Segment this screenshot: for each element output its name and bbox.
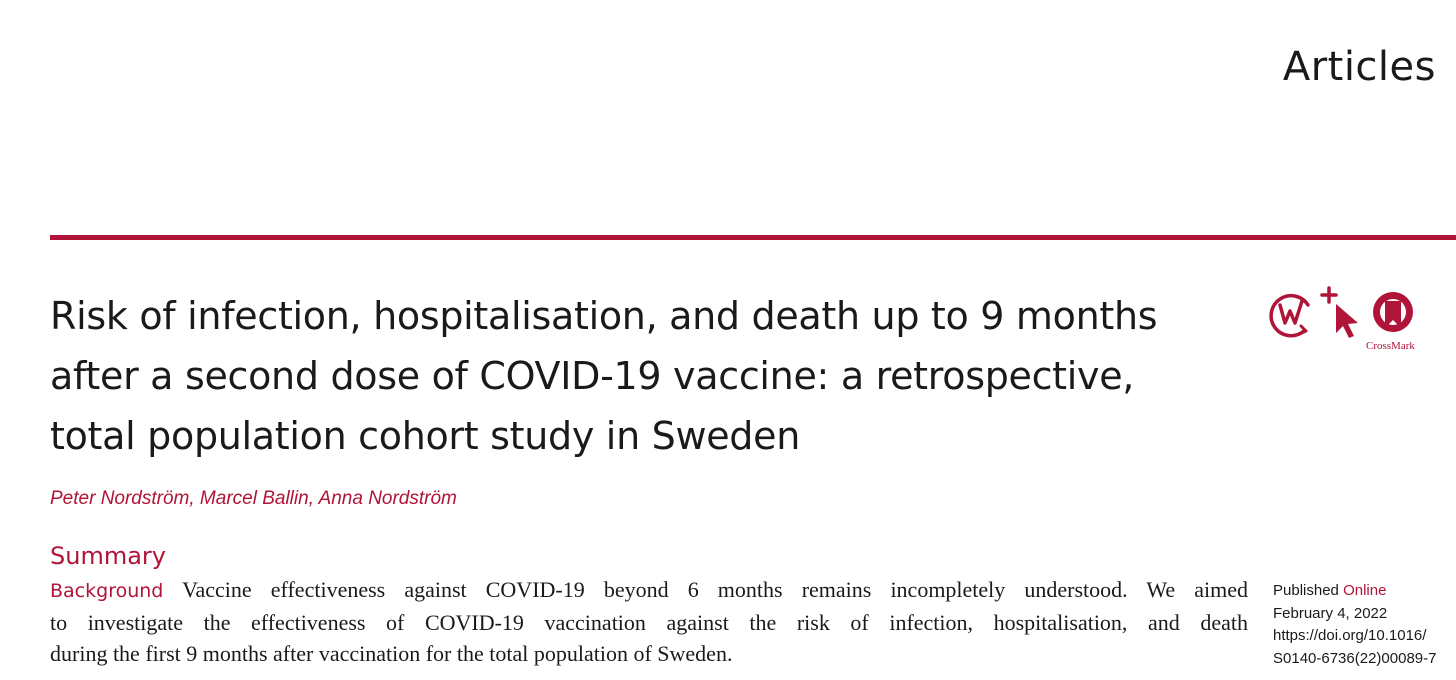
title-line: total population cohort study in Sweden [50,414,800,458]
background-label: Background [50,580,164,602]
section-label: Articles [1282,44,1436,90]
add-to-list-icon[interactable] [1268,285,1362,345]
crossmark-label: CrossMark [1366,340,1415,352]
publication-info [1273,580,1436,670]
header-rule [50,235,1456,240]
title-line: Risk of infection, hospitalisation, and death up to 9 months [50,294,1158,338]
summary-heading: Summary [50,542,166,570]
article-title [50,286,1250,466]
doi-link[interactable] [1273,625,1436,670]
publication-date: February 4, 2022 [1273,604,1388,622]
background-line: to investigate the effectiveness of COVID-19 vaccination against the risk of infection, hospitalisation, and death [50,610,1248,635]
background-line: Background Vaccine effectiveness against COVID-19 beyond 6 months remains incompletely understood. We aimed [50,577,1248,602]
title-line: after a second dose of COVID-19 vaccine: a retrospective, [50,354,1135,398]
published-online-line [1273,580,1436,603]
article-badges [1268,285,1438,355]
background-paragraph [50,574,1248,669]
background-line: during the first 9 months after vaccination for the total population of Sweden. [50,641,733,666]
crossmark-icon[interactable] [1371,290,1415,338]
online-label: Online [1343,582,1387,599]
author-list[interactable]: Peter Nordström, Marcel Ballin, Anna Nordström [50,488,457,509]
doi-line[interactable]: S0140-6736(22)00089-7 [1273,649,1437,667]
published-label: Published [1273,582,1339,599]
doi-line[interactable]: https://doi.org/10.1016/ [1273,627,1427,644]
